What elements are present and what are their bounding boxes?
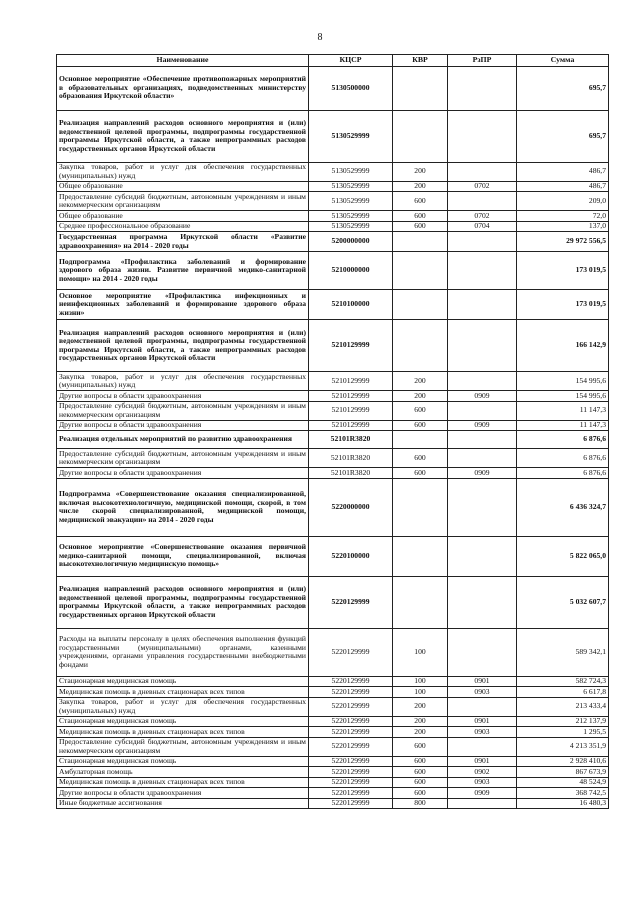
table-row [57,252,609,290]
cell-kcsr: 5220129999 [309,576,393,628]
cell-kvr: 600 [393,401,448,420]
cell-kcsr: 5210129999 [309,401,393,420]
cell-sum: 4 213 351,9 [517,737,609,756]
cell-kvr [393,290,448,320]
cell-rzpr [448,162,517,181]
cell-rzpr [448,232,517,252]
table-row [57,536,609,576]
cell-name: Основное мероприятие «Обеспечение противопожарных мероприятий в образовательных организациях, подведомственных министерству образования Иркутской области» [57,66,309,110]
table-row [57,756,609,767]
cell-kvr [393,431,448,449]
cell-kvr: 200 [393,727,448,738]
cell-sum: 173 019,5 [517,290,609,320]
cell-rzpr: 0901 [448,676,517,687]
cell-kcsr: 5220129999 [309,697,393,716]
cell-kcsr: 5130500000 [309,66,393,110]
cell-rzpr [448,798,517,809]
cell-kcsr: 5130529999 [309,211,393,222]
cell-name: Медицинская помощь в дневных стационарах всех типов [57,687,309,698]
cell-sum: 6 876,6 [517,468,609,479]
cell-name: Другие вопросы в области здравоохранения [57,788,309,799]
table-row [57,687,609,698]
cell-kcsr: 5220129999 [309,687,393,698]
cell-rzpr [448,737,517,756]
cell-kcsr: 52101R3820 [309,431,393,449]
table-row [57,401,609,420]
cell-rzpr: 0704 [448,221,517,232]
cell-rzpr: 0903 [448,687,517,698]
cell-rzpr: 0903 [448,777,517,788]
cell-sum: 6 876,6 [517,431,609,449]
cell-rzpr [448,372,517,391]
cell-sum: 16 480,3 [517,798,609,809]
cell-kcsr: 5220000000 [309,478,393,536]
cell-kvr: 600 [393,468,448,479]
cell-kvr: 100 [393,687,448,698]
cell-rzpr [448,401,517,420]
cell-sum: 486,7 [517,162,609,181]
cell-sum: 5 032 607,7 [517,576,609,628]
cell-kcsr: 5220100000 [309,536,393,576]
cell-kvr: 600 [393,449,448,468]
cell-kcsr: 5220129999 [309,676,393,687]
table-row [57,372,609,391]
table-row [57,767,609,778]
table-row [57,431,609,449]
table-row [57,391,609,402]
cell-rzpr: 0909 [448,468,517,479]
table-row [57,628,609,676]
table-row [57,420,609,431]
cell-sum: 166 142,9 [517,320,609,372]
cell-rzpr [448,576,517,628]
cell-kvr: 600 [393,756,448,767]
cell-name: Закупка товаров, работ и услуг для обеспечения государственных (муниципальных) нужд [57,162,309,181]
cell-kvr: 600 [393,221,448,232]
cell-kcsr: 5130529999 [309,162,393,181]
cell-name: Стационарная медицинская помощь [57,676,309,687]
cell-name: Государственная программа Иркутской области «Развитие здравоохранения» на 2014 - 2020 годы [57,232,309,252]
cell-kcsr: 5220129999 [309,716,393,727]
cell-rzpr: 0903 [448,727,517,738]
cell-sum: 695,7 [517,110,609,162]
cell-kcsr: 5220129999 [309,777,393,788]
cell-kvr: 600 [393,737,448,756]
cell-name: Основное мероприятие «Профилактика инфекционных и неинфекционных заболеваний и формирование здорового образа жизни» [57,290,309,320]
cell-rzpr: 0909 [448,788,517,799]
cell-sum: 2 928 410,6 [517,756,609,767]
cell-sum: 486,7 [517,181,609,192]
cell-kcsr: 5130529999 [309,181,393,192]
table-row [57,777,609,788]
cell-sum: 29 972 556,5 [517,232,609,252]
cell-rzpr [448,697,517,716]
cell-name: Медицинская помощь в дневных стационарах всех типов [57,727,309,738]
cell-rzpr [448,478,517,536]
cell-sum: 173 019,5 [517,252,609,290]
cell-sum: 6 436 324,7 [517,478,609,536]
cell-kcsr: 5210129999 [309,320,393,372]
cell-kcsr: 5220129999 [309,798,393,809]
budget-table [56,54,609,809]
cell-sum: 213 433,4 [517,697,609,716]
cell-name: Реализация направлений расходов основного мероприятия и (или) ведомственной целевой программы, подпрограммы государственной программы Иркутской области, а также непрограммных расходов государственных органов Иркутской области [57,110,309,162]
cell-name: Предоставление субсидий бюджетным, автономным учреждениям и иным некоммерческим организациям [57,401,309,420]
cell-kvr: 600 [393,420,448,431]
cell-kvr: 600 [393,192,448,211]
cell-sum: 11 147,3 [517,401,609,420]
cell-name: Закупка товаров, работ и услуг для обеспечения государственных (муниципальных) нужд [57,697,309,716]
cell-kvr [393,576,448,628]
cell-name: Подпрограмма «Профилактика заболеваний и формирование здорового образа жизни. Развитие первичной медико-санитарной помощи» на 2014 - 2020 годы [57,252,309,290]
cell-sum: 5 822 065,0 [517,536,609,576]
cell-kvr: 200 [393,697,448,716]
cell-name: Медицинская помощь в дневных стационарах всех типов [57,777,309,788]
table-row [57,211,609,222]
cell-rzpr [448,192,517,211]
cell-kcsr: 5220129999 [309,727,393,738]
cell-rzpr [448,110,517,162]
header-kvr: КВР [393,55,448,67]
header-name: Наименование [57,55,309,67]
cell-kcsr: 52101R3820 [309,449,393,468]
cell-kcsr: 5130529999 [309,110,393,162]
cell-kvr: 100 [393,676,448,687]
cell-kcsr: 5210000000 [309,252,393,290]
cell-kcsr: 5220129999 [309,788,393,799]
cell-kvr: 200 [393,181,448,192]
cell-rzpr [448,252,517,290]
page-number: 8 [317,32,323,43]
cell-kcsr: 5220129999 [309,628,393,676]
cell-name: Стационарная медицинская помощь [57,716,309,727]
cell-kvr: 200 [393,372,448,391]
cell-name: Амбулаторная помощь [57,767,309,778]
cell-sum: 72,0 [517,211,609,222]
cell-kvr: 600 [393,788,448,799]
table-row [57,798,609,809]
cell-kvr [393,536,448,576]
cell-name: Закупка товаров, работ и услуг для обеспечения государственных (муниципальных) нужд [57,372,309,391]
cell-rzpr [448,628,517,676]
cell-sum: 589 342,1 [517,628,609,676]
table-row [57,449,609,468]
cell-kvr: 100 [393,628,448,676]
table-row [57,727,609,738]
table-row [57,181,609,192]
cell-kcsr: 5210129999 [309,391,393,402]
cell-sum: 11 147,3 [517,420,609,431]
cell-sum: 212 137,9 [517,716,609,727]
cell-sum: 137,0 [517,221,609,232]
table-row [57,737,609,756]
cell-kcsr: 5130529999 [309,192,393,211]
cell-kvr [393,110,448,162]
cell-kvr [393,320,448,372]
cell-rzpr [448,536,517,576]
cell-name: Другие вопросы в области здравоохранения [57,468,309,479]
cell-rzpr: 0702 [448,181,517,192]
cell-kvr: 800 [393,798,448,809]
cell-name: Реализация направлений расходов основного мероприятия и (или) ведомственной целевой программы, подпрограммы государственной программы Иркутской области, а также непрограммных расходов государственных органов Иркутской области [57,576,309,628]
table-row [57,290,609,320]
cell-sum: 48 524,9 [517,777,609,788]
cell-rzpr: 0702 [448,211,517,222]
table-row [57,478,609,536]
table-row [57,676,609,687]
cell-rzpr [448,290,517,320]
cell-kvr: 200 [393,391,448,402]
cell-name: Реализация отдельных мероприятий по развитию здравоохранения [57,431,309,449]
cell-rzpr [448,431,517,449]
header-rzpr: РзПР [448,55,517,67]
cell-sum: 209,0 [517,192,609,211]
cell-kvr [393,478,448,536]
cell-name: Реализация направлений расходов основного мероприятия и (или) ведомственной целевой программы, подпрограммы государственной программы Иркутской области, а также непрограммных расходов государственных органов Иркутской области [57,320,309,372]
cell-kcsr: 5210129999 [309,420,393,431]
cell-rzpr: 0902 [448,767,517,778]
cell-name: Основное мероприятие «Совершенствование оказания первичной медико-санитарной помощи, специализированной, включая высокотехнологичную медицинскую помощь» [57,536,309,576]
cell-name: Другие вопросы в области здравоохранения [57,420,309,431]
cell-kvr: 200 [393,162,448,181]
cell-sum: 1 295,5 [517,727,609,738]
cell-name: Общее образование [57,211,309,222]
cell-sum: 154 995,6 [517,391,609,402]
cell-rzpr [448,320,517,372]
cell-kvr [393,232,448,252]
cell-name: Общее образование [57,181,309,192]
cell-kvr [393,66,448,110]
table-row [57,468,609,479]
cell-kcsr: 5220129999 [309,767,393,778]
table-body [57,66,609,809]
cell-kvr: 600 [393,211,448,222]
cell-rzpr [448,66,517,110]
cell-sum: 6 617,8 [517,687,609,698]
header-sum: Сумма [517,55,609,67]
cell-sum: 368 742,5 [517,788,609,799]
table-row [57,788,609,799]
cell-name: Подпрограмма «Совершенствование оказания специализированной, включая высокотехнологичную, медицинской помощи, скорой, в том числе скорой специализированной, медицинской помощи, медицинской эвакуации» на 2014 - 2020 годы [57,478,309,536]
table-row [57,221,609,232]
table-row [57,576,609,628]
cell-kcsr: 5220129999 [309,737,393,756]
cell-sum: 154 995,6 [517,372,609,391]
cell-kvr: 600 [393,767,448,778]
cell-kcsr: 5210129999 [309,372,393,391]
cell-sum: 695,7 [517,66,609,110]
cell-kvr: 600 [393,777,448,788]
cell-kcsr: 5210100000 [309,290,393,320]
cell-name: Предоставление субсидий бюджетным, автономным учреждениям и иным некоммерческим организациям [57,737,309,756]
cell-rzpr [448,449,517,468]
cell-kcsr: 5130529999 [309,221,393,232]
cell-name: Другие вопросы в области здравоохранения [57,391,309,402]
cell-rzpr: 0901 [448,756,517,767]
table-row [57,110,609,162]
table-header-row [57,55,609,67]
cell-rzpr: 0909 [448,391,517,402]
table-row [57,320,609,372]
table-row [57,697,609,716]
cell-kcsr: 5200000000 [309,232,393,252]
cell-sum: 6 876,6 [517,449,609,468]
header-kcsr: КЦСР [309,55,393,67]
cell-name: Среднее профессиональное образование [57,221,309,232]
cell-name: Иные бюджетные ассигнования [57,798,309,809]
cell-sum: 582 724,3 [517,676,609,687]
table-row [57,192,609,211]
cell-name: Расходы на выплаты персоналу в целях обеспечения выполнения функций государственными (муниципальными) органами, казенными учреждениями, органами управления государственными внебюджетными фондами [57,628,309,676]
cell-kvr [393,252,448,290]
cell-name: Предоставление субсидий бюджетным, автономным учреждениям и иным некоммерческим организациям [57,449,309,468]
cell-name: Стационарная медицинская помощь [57,756,309,767]
table-row [57,162,609,181]
cell-kcsr: 52101R3820 [309,468,393,479]
table-row [57,716,609,727]
cell-sum: 867 673,9 [517,767,609,778]
cell-kvr: 200 [393,716,448,727]
cell-rzpr: 0901 [448,716,517,727]
cell-name: Предоставление субсидий бюджетным, автономным учреждениям и иным некоммерческим организациям [57,192,309,211]
table-row [57,66,609,110]
table-row [57,232,609,252]
cell-rzpr: 0909 [448,420,517,431]
cell-kcsr: 5220129999 [309,756,393,767]
